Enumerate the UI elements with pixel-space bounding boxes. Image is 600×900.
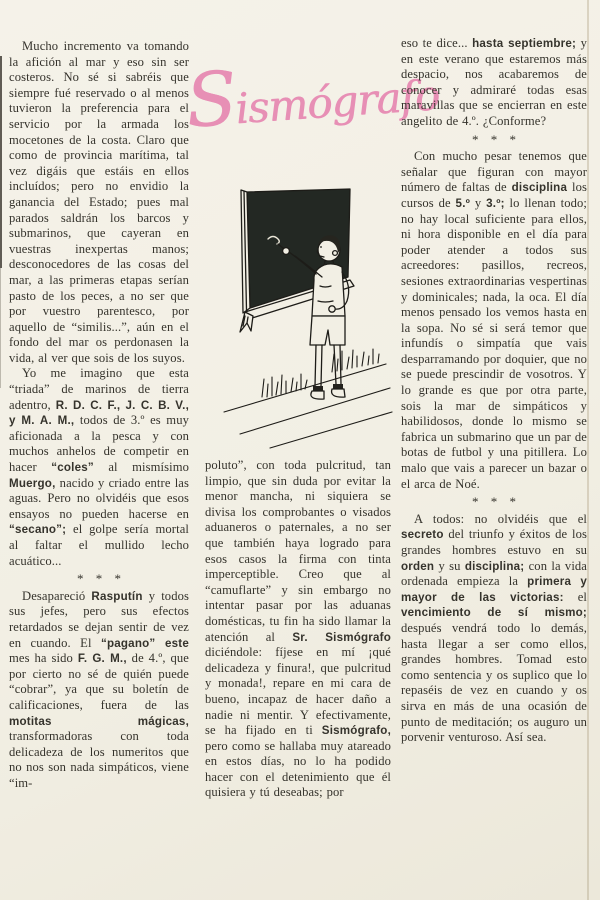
column-left <box>9 39 189 792</box>
bold-text: hasta septiembre; <box>472 37 577 50</box>
bold-text: motitas mágicas, <box>9 714 189 728</box>
bold-text: vencimiento de sí mismo; <box>401 606 587 620</box>
boy-sock-right <box>333 384 343 389</box>
body-text: del triunfo y éxitos de los grandes hombres estuvo en su <box>401 527 587 557</box>
boy-shoe-left <box>311 391 324 399</box>
body-text: con la vida ordenada empieza la <box>401 558 588 589</box>
boy-shoe-right <box>332 389 345 397</box>
title-initial: S <box>183 55 238 145</box>
boy-shorts <box>310 316 345 345</box>
page-edge-shadow-left <box>0 56 2 268</box>
paragraph <box>205 458 391 801</box>
bold-text: Rasputín <box>91 589 143 603</box>
body-text: el <box>563 589 587 604</box>
bold-text: disciplina; <box>464 559 525 573</box>
body-text: después vendrá todo lo demás, hasta llegar a ser como ellos, grandes hombres. Tomad esto como sentencia y os suplico que lo repaséis de vez en cuando y os sirva en más de una ocasión de punto de meditación; os auguro un porvenir venturoso. Así sea. <box>401 620 587 745</box>
boy-sock-left <box>313 386 323 391</box>
column-middle <box>205 458 391 801</box>
bold-text: disciplina <box>511 181 568 195</box>
illustration-boy-at-blackboard <box>212 160 394 450</box>
body-text: transformadoras con toda delicadeza de los numeritos que no nos son nada simpáticos, viene “im- <box>9 729 189 790</box>
body-text: mes ha sido <box>9 651 78 666</box>
body-text: Yo me imagino que esta “triada” de marinos de tierra adentro, <box>9 366 189 412</box>
body-text: y en este verano que estaremos más despacio, nos acabaremos de conocer y admiraré todas esas maravillas que se encierran en este angelito de 4.º. ¿Conforme? <box>401 36 587 128</box>
bold-text: “coles” <box>51 461 94 475</box>
body-text: nacido y criado entre las aguas. Pero no olvidéis que esos ensayos no pueden hacerse en <box>9 475 189 521</box>
body-text: lo llenan todo; no hay local suficiente para ellos, ni hora disponible en el día para poder atender a todos sus acreedores: pasillos, recreos, sesiones extraordinarias vespertinas y dominicales; nada, la oca. El día menos pensado los vemos hasta en la sopa. No sé si será temor que infundís o simpatía que vais desparramando por doquier, que no se puede prescindir de vosotros. Y lo grande es que por otra parte, sois la mar de simpáticos y habilidosos, donde lo mismo se fabrica un submarino que un par de botas de futbol y una pitillera. Lo malo que vais a parecer un bazar o el arca de Noé. <box>401 195 587 491</box>
body-text: diciéndole: fíjese en mí ¡qué delicadeza y finura!, que pulcritud y monada!, repare en mi cara de bueno, incapaz de hacer daño a nadie ni mentir. Y efectivamente, se ha fijado en ti <box>205 645 391 738</box>
body-text: todos de 3.º es muy aficionada a la pesca y con muchos anhelos de competir en hacer <box>9 413 189 475</box>
paragraph <box>9 366 189 569</box>
body-text: y su <box>434 558 465 573</box>
page-edge-shadow-left-faint <box>0 268 1 388</box>
bold-text: Sismógrafo, <box>321 724 391 738</box>
bold-text: Muergo, <box>9 476 56 490</box>
bold-text: F. G. M., <box>77 652 127 666</box>
body-text: pero como se hallaba muy atareado en estos días, no lo ha podido hacer con el detenimiento que él quisiera y tú deseabas; por <box>205 738 391 800</box>
body-text: poluto”, con toda pulcritud, tan limpio, que sin duda por evitar la menor mancha, ni siquiera se divisa los comprobantes o visados aduaneros o paternales, a no ser que también haya logrado para esos casos la firma con tinta imperceptible. Creo que al “camuflarte” y sin embargo no intentar pasar por las aduanas domésticas, tu fin ha sido llamar la atención al <box>205 458 391 644</box>
paragraph <box>401 512 587 746</box>
bold-text: orden <box>401 559 435 573</box>
bold-text: “pagano” este <box>100 636 189 650</box>
body-text: de 4.º, que por cierto no sé de quién puede “cobrar”, ya que su boletín de calificaciones, fuera de las <box>9 651 189 712</box>
bold-text: 5.º <box>455 196 471 210</box>
page-edge-shadow-right <box>587 0 589 900</box>
section-separator: * * * <box>472 131 516 147</box>
section-separator: * * * <box>77 571 121 587</box>
bold-text: secreto <box>401 528 444 542</box>
ground-lines <box>224 349 392 448</box>
body-text: Con mucho pesar tenemos que señalar que figuran con mayor número de faltas de <box>401 149 587 195</box>
body-text: y todos sus jefes, pero sus efectos retardados se dejan sentir de vez en cuando. El <box>9 588 189 650</box>
bold-text: Sr. Sismógrafo <box>292 630 391 644</box>
paragraph <box>401 149 587 492</box>
bold-text: “secano”; <box>9 523 67 537</box>
bold-text: R. D. C. F., J. C. B. V., y M. A. M., <box>9 398 190 428</box>
bold-text: 3.º; <box>486 196 505 210</box>
body-text: el golpe sería mortal al faltar el mullido lecho acuático... <box>9 522 189 568</box>
body-text: los cursos de <box>401 180 587 210</box>
body-text: Desapareció <box>22 588 92 603</box>
body-text: y <box>470 195 487 210</box>
body-text: A todos: no olvidéis que el <box>414 511 587 526</box>
paragraph <box>401 36 587 130</box>
body-text: Mucho incremento va tomando la afición al mar y eso sin ser costeros. No sé si sabréis que siempre fué reservado o al menos tuvieron la preferencia para el servicio por la armada los mocetones de la costa. Claro que como de provincia marítima, tal vez digáis que estáis en ellos incluídos; pero no envidio la ganancia del Estado; pues mal parados saldrán los barcos y submarinos, que cayeran en vuestras inexpertas manos; desconocedores de las cosas del mar, a las primeras etapas serían pasto de los peces, a no ser que por vuestro parentesco, por aquello de “similis...”, aún en el fondo del mar os perdonasen la vida, al ver que sois de los suyos. <box>9 39 189 365</box>
chalk-rag <box>240 312 253 332</box>
section-separator: * * * <box>472 494 516 510</box>
body-text: al mismísimo <box>93 460 189 475</box>
paragraph <box>9 39 189 366</box>
blackboard-scene-svg <box>212 160 394 450</box>
boy-hand-chalk <box>283 248 290 255</box>
paragraph <box>9 589 189 792</box>
bold-text: primera y mayor de las victorias: <box>401 575 587 604</box>
column-right <box>401 36 587 746</box>
body-text: eso te dice... <box>401 36 473 50</box>
title-rest: ismógrafo <box>233 70 441 134</box>
